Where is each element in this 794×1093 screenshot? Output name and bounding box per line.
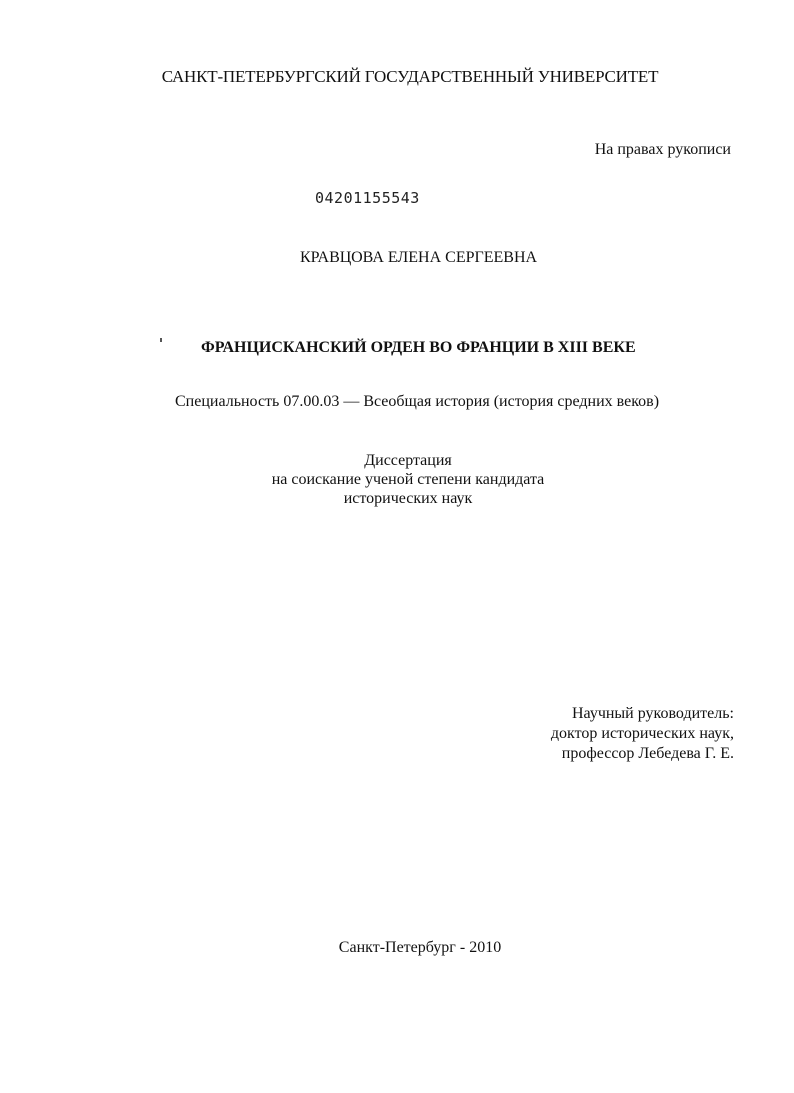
dissertation-line: исторических наук xyxy=(343,490,473,507)
supervisor-line: доктор исторических наук, xyxy=(550,725,734,742)
dissertation-title: ФРАНЦИСКАНСКИЙ ОРДЕН ВО ФРАНЦИИ В XIII ВЕКЕ xyxy=(201,339,636,356)
dissertation-line: на соискание ученой степени кандидата xyxy=(271,471,545,488)
supervisor-line: профессор Лебедева Г. Е. xyxy=(561,745,734,762)
archive-number-stamp: 04201155543 xyxy=(315,189,420,207)
supervisor-block xyxy=(434,704,734,764)
manuscript-rights-note: На правах рукописи xyxy=(594,141,731,158)
scan-speck xyxy=(160,338,162,342)
specialty-line: Специальность 07.00.03 — Всеобщая история (история средних веков) xyxy=(175,393,660,410)
university-name: САНКТ-ПЕТЕРБУРГСКИЙ ГОСУДАРСТВЕННЫЙ УНИВЕРСИТЕТ xyxy=(161,67,659,86)
author-name: КРАВЦОВА ЕЛЕНА СЕРГЕЕВНА xyxy=(300,249,538,266)
supervisor-line: Научный руководитель: xyxy=(571,705,734,722)
dissertation-line: Диссертация xyxy=(364,452,452,469)
dissertation-degree-block xyxy=(268,451,548,508)
city-year: Санкт-Петербург - 2010 xyxy=(338,939,502,956)
